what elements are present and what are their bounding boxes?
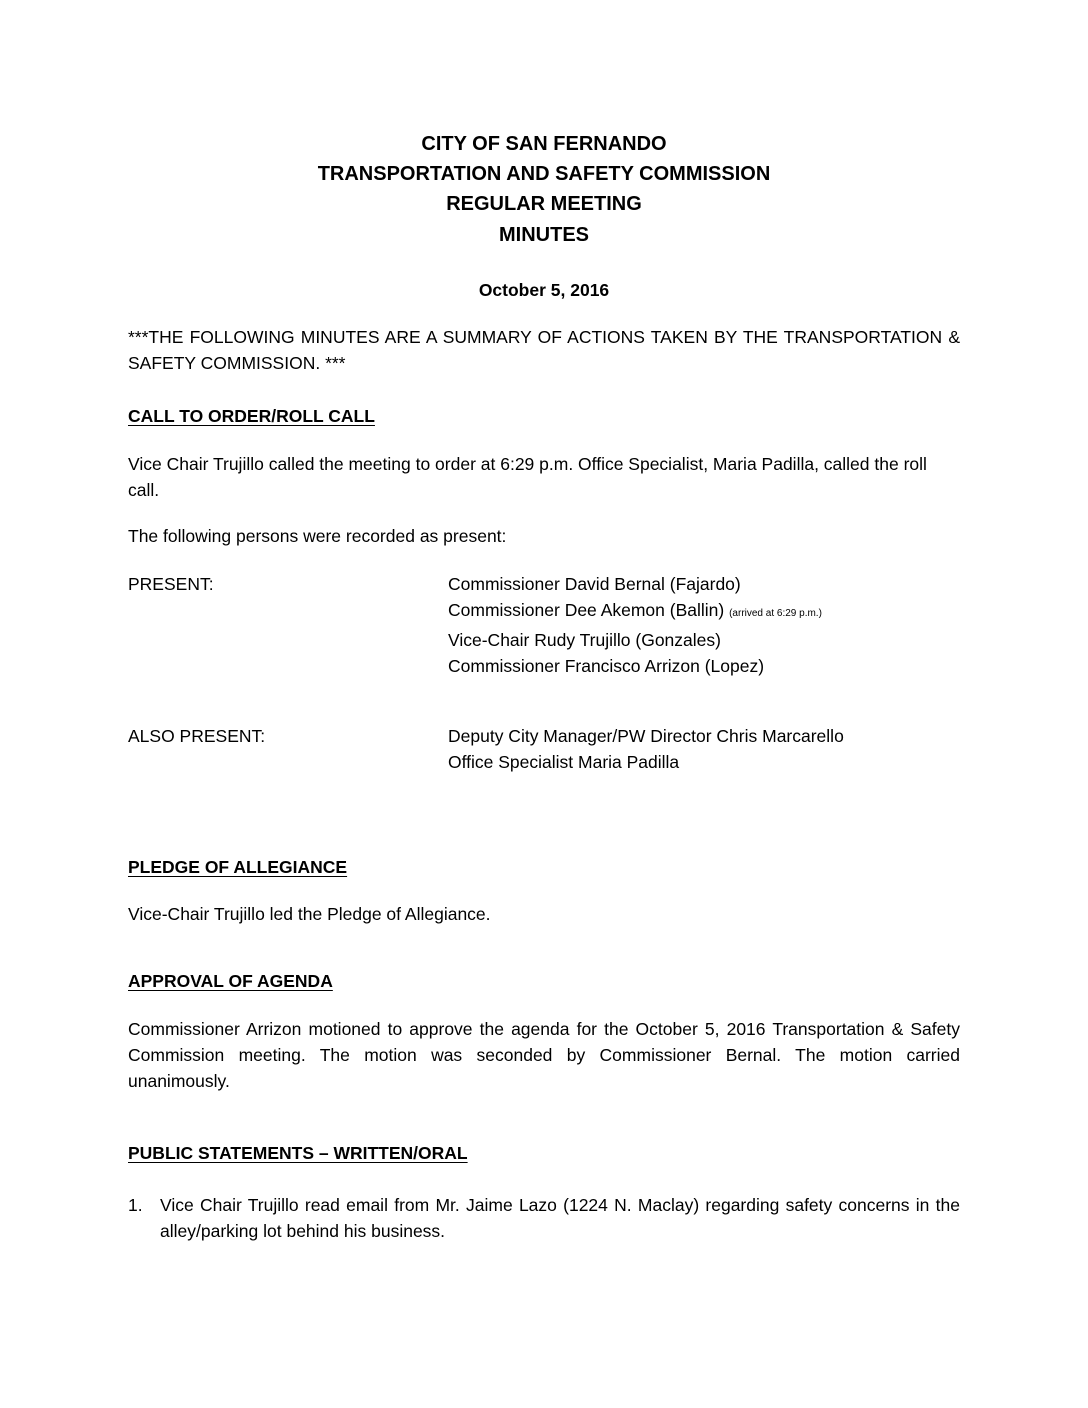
present-member <box>448 571 822 597</box>
present-member-name: Commissioner Dee Akemon (Ballin) <box>448 600 725 620</box>
meeting-date: October 5, 2016 <box>478 280 610 300</box>
present-member-name: Vice-Chair Rudy Trujillo (Gonzales) <box>448 630 721 650</box>
title-meeting-type: REGULAR MEETING <box>446 193 642 215</box>
also-present-list <box>448 723 844 775</box>
title-city: CITY OF SAN FERNANDO <box>421 133 667 155</box>
present-label: PRESENT: <box>128 574 214 594</box>
heading-call-to-order: CALL TO ORDER/ROLL CALL <box>128 406 375 426</box>
call-to-order-paragraph: Vice Chair Trujillo called the meeting to order at 6:29 p.m. Office Specialist, Maria Padilla, called the roll call. <box>128 454 927 500</box>
also-present-member: Deputy City Manager/PW Director Chris Marcarello <box>448 726 844 746</box>
recorded-present-intro: The following persons were recorded as present: <box>128 526 507 546</box>
public-statement-item <box>128 1192 960 1244</box>
arrival-note: (arrived at 6:29 p.m.) <box>729 608 822 619</box>
present-member <box>448 597 822 627</box>
summary-notice: ***THE FOLLOWING MINUTES ARE A SUMMARY OF ACTIONS TAKEN BY THE TRANSPORTATION & SAFETY COMMISSION. *** <box>128 327 960 373</box>
title-minutes: MINUTES <box>499 224 589 246</box>
present-member <box>448 653 822 679</box>
also-present-member: Office Specialist Maria Padilla <box>448 752 680 772</box>
approval-of-agenda-paragraph: Commissioner Arrizon motioned to approve the agenda for the October 5, 2016 Transportation & Safety Commission meeting. The motion was seconded by Commissioner Bernal. The motion carried unanimously. <box>128 1019 960 1091</box>
heading-pledge: PLEDGE OF ALLEGIANCE <box>128 857 348 877</box>
present-member-name: Commissioner David Bernal (Fajardo) <box>448 574 741 594</box>
also-present-label: ALSO PRESENT: <box>128 726 266 746</box>
item-number: 1. <box>128 1195 143 1215</box>
present-member-name: Commissioner Francisco Arrizon (Lopez) <box>448 656 765 676</box>
present-member <box>448 627 822 653</box>
heading-public-statements: PUBLIC STATEMENTS – WRITTEN/ORAL <box>128 1143 468 1163</box>
item-text: Vice Chair Trujillo read email from Mr. Jaime Lazo (1224 N. Maclay) regarding safety concerns in the alley/parking lot behind his business. <box>160 1195 960 1241</box>
pledge-paragraph: Vice-Chair Trujillo led the Pledge of Allegiance. <box>128 904 491 924</box>
title-commission: TRANSPORTATION AND SAFETY COMMISSION <box>317 163 771 185</box>
heading-approval-of-agenda: APPROVAL OF AGENDA <box>128 971 333 991</box>
present-list <box>448 571 822 679</box>
